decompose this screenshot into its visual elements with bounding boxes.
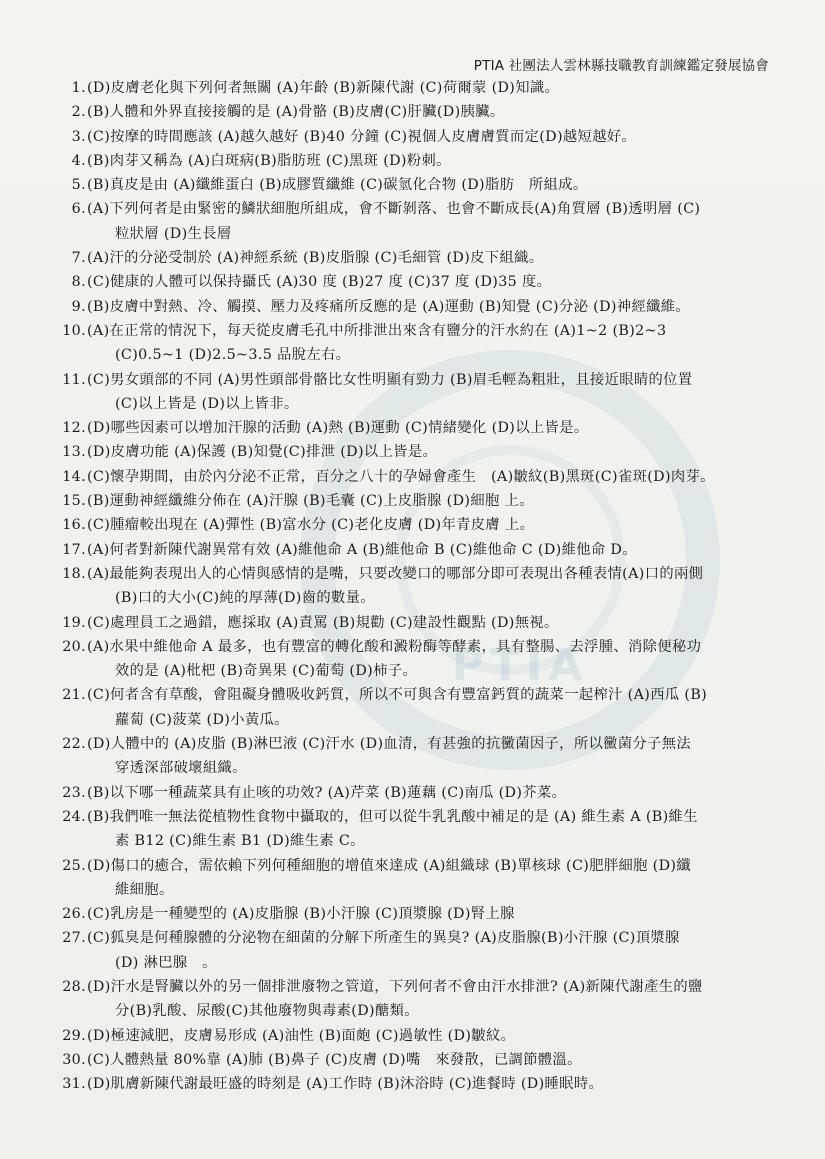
page-header bbox=[474, 54, 769, 74]
question-text bbox=[86, 440, 798, 464]
question-item bbox=[58, 489, 798, 513]
question-number: 16. bbox=[62, 517, 86, 534]
question-number: 3. bbox=[71, 128, 86, 145]
question-text bbox=[86, 76, 798, 100]
question-text bbox=[86, 173, 798, 197]
question-text bbox=[86, 513, 798, 537]
question-item bbox=[58, 76, 798, 100]
question-continuation-line: (C)以上皆是 (D)以上皆非。 bbox=[115, 395, 299, 412]
question-item bbox=[58, 683, 798, 732]
question-item bbox=[58, 465, 798, 489]
question-line: (B)人體和外界直接接觸的是 (A)骨骼 (B)皮膚(C)肝臟(D)胰臟。 bbox=[87, 104, 505, 121]
question-line: (C)男女頭部的不同 (A)男性頭部骨骼比女性明顯有勁力 (B)眉毛輕為粗壯，且接近眼睛的位置 bbox=[87, 371, 693, 388]
question-item bbox=[58, 440, 798, 464]
question-number: 23. bbox=[62, 784, 86, 801]
question-text bbox=[86, 270, 798, 294]
question-line: (D)哪些因素可以增加汗腺的活動 (A)熱 (B)運動 (C)情緒變化 (D)以上皆是。 bbox=[87, 420, 589, 437]
question-item bbox=[58, 926, 798, 975]
question-line: (B)以下哪一種蔬菜具有止咳的功效? (A)芹菜 (B)蓮藕 (C)南瓜 (D)芥菜。 bbox=[87, 784, 567, 801]
question-line: (B)皮膚中對熱、冷、觸摸、壓力及疼痛所反應的是 (A)運動 (B)知覺 (C)分泌 (D)神經纖維。 bbox=[87, 298, 691, 315]
question-continuation-line: (D) 淋巴腺 。 bbox=[115, 954, 217, 971]
question-number: 7. bbox=[71, 250, 86, 267]
question-item bbox=[58, 781, 798, 805]
question-text bbox=[86, 538, 798, 562]
question-text bbox=[86, 781, 798, 805]
question-line: (C)乳房是一種變型的 (A)皮脂腺 (B)小汗腺 (C)頂漿腺 (D)腎上腺 bbox=[87, 906, 515, 923]
question-line: (A)水果中維他命 A 最多，也有豐富的轉化酸和澱粉酶等酵素，具有整腸、去浮腫、消除便秘功 bbox=[87, 638, 702, 655]
question-text bbox=[86, 489, 798, 513]
question-line: (A)最能夠表現出人的心情與感情的是嘴，只要改變口的哪部分即可表現出各種表情(A)口的兩側 bbox=[87, 565, 704, 582]
question-item bbox=[58, 805, 798, 854]
question-number: 10. bbox=[62, 322, 86, 339]
question-item bbox=[58, 270, 798, 294]
question-line: (B)真皮是由 (A)纖維蛋白 (B)成膠質纖維 (C)碳氫化合物 (D)脂肪 所組成。 bbox=[87, 177, 588, 194]
question-text bbox=[86, 416, 798, 440]
question-item bbox=[58, 319, 798, 368]
question-item bbox=[58, 513, 798, 537]
question-number: 17. bbox=[62, 541, 86, 558]
question-item bbox=[58, 732, 798, 781]
question-text bbox=[86, 465, 798, 489]
question-item bbox=[58, 416, 798, 440]
question-line: (D)肌膚新陳代謝最旺盛的時刻是 (A)工作時 (B)沐浴時 (C)進餐時 (D)睡眠時。 bbox=[87, 1076, 604, 1093]
question-item bbox=[58, 1072, 798, 1096]
question-line: (C)腫瘤較出現在 (A)彈性 (B)富水分 (C)老化皮膚 (D)年青皮膚 上。 bbox=[87, 517, 535, 534]
question-line: (C)狐臭是何種腺體的分泌物在細菌的分解下所產生的異臭? (A)皮脂腺(B)小汗腺 (C)頂漿腺 bbox=[87, 930, 680, 947]
question-line: (A)下列何者是由緊密的鱗狀細胞所組成，會不斷剝落、也會不斷成長(A)角質層 (B)透明層 (C) bbox=[87, 201, 701, 218]
question-item bbox=[58, 246, 798, 270]
question-line: (D)皮膚功能 (A)保護 (B)知覺(C)排泄 (D)以上皆是。 bbox=[87, 444, 438, 461]
question-line: (C)處理員工之過錯，應採取 (A)責罵 (B)規勸 (C)建設性觀點 (D)無視。 bbox=[87, 614, 559, 631]
question-line: (A)何者對新陳代謝異常有效 (A)維他命 A (B)維他命 B (C)維他命 C (D)維他命 D。 bbox=[87, 541, 637, 558]
question-text bbox=[86, 197, 798, 246]
question-number: 12. bbox=[62, 420, 86, 437]
question-text bbox=[86, 635, 798, 684]
question-number: 29. bbox=[62, 1027, 86, 1044]
question-text bbox=[86, 732, 798, 781]
question-item bbox=[58, 173, 798, 197]
question-continuation-line: 穿透深部破壞組織。 bbox=[115, 760, 247, 777]
question-text bbox=[86, 1072, 798, 1096]
question-number: 25. bbox=[62, 857, 86, 874]
question-number: 24. bbox=[62, 808, 86, 825]
question-text bbox=[86, 683, 798, 732]
question-number: 1. bbox=[71, 80, 86, 96]
question-text bbox=[86, 1048, 798, 1072]
question-number: 28. bbox=[62, 978, 86, 995]
header-organization: 社團法人雲林縣技職教育訓練鑑定發展協會 bbox=[508, 58, 769, 74]
question-text bbox=[86, 295, 798, 319]
question-number: 8. bbox=[71, 274, 86, 291]
question-line: (C)按摩的時間應該 (A)越久越好 (B)40 分鐘 (C)視個人皮膚膚質而定(D)越短越好。 bbox=[87, 128, 637, 145]
question-text bbox=[86, 902, 798, 926]
question-text bbox=[86, 854, 798, 903]
question-text bbox=[86, 368, 798, 417]
question-continuation-line: 素 B12 (C)維生素 B1 (D)維生素 C。 bbox=[115, 833, 365, 850]
question-item bbox=[58, 149, 798, 173]
question-item bbox=[58, 975, 798, 1024]
question-text bbox=[86, 611, 798, 635]
question-continuation-line: 效的是 (A)枇杷 (B)奇異果 (C)葡萄 (D)柿子。 bbox=[115, 663, 418, 680]
question-number: 14. bbox=[62, 468, 86, 485]
question-line: (A)在正常的情況下，每天從皮膚毛孔中所排泄出來含有鹽分的汗水約在 (A)1~2 (B)2~3 bbox=[87, 322, 667, 339]
question-text bbox=[86, 319, 798, 368]
question-number: 9. bbox=[71, 298, 86, 315]
question-line: (B)我們唯一無法從植物性食物中攝取的，但可以從牛乳乳酸中補足的是 (A) 維生素 A (B)維生 bbox=[87, 808, 698, 825]
question-line: (D)極速減肥，皮膚易形成 (A)油性 (B)面皰 (C)過敏性 (D)皺紋。 bbox=[87, 1027, 516, 1044]
question-number: 2. bbox=[71, 104, 86, 121]
question-line: (D)人體中的 (A)皮脂 (B)淋巴液 (C)汗水 (D)血清，有甚強的抗黴菌因子，所以黴菌分子無法 bbox=[87, 736, 691, 753]
question-item bbox=[58, 611, 798, 635]
question-number: 30. bbox=[62, 1051, 86, 1068]
question-item bbox=[58, 368, 798, 417]
question-text bbox=[86, 125, 798, 149]
question-item bbox=[58, 197, 798, 246]
question-number: 15. bbox=[62, 493, 86, 510]
question-item bbox=[58, 635, 798, 684]
question-line: (A)汗的分泌受制於 (A)神經系統 (B)皮脂腺 (C)毛細管 (D)皮下組織。 bbox=[87, 250, 544, 267]
question-text bbox=[86, 149, 798, 173]
question-continuation-line: (C)0.5~1 (D)2.5~3.5 品脫左右。 bbox=[115, 347, 351, 364]
question-number: 26. bbox=[62, 906, 86, 923]
question-line: (C)人體熱量 80%靠 (A)肺 (B)鼻子 (C)皮膚 (D)嘴 來發散，已調節體溫。 bbox=[87, 1051, 582, 1068]
question-number: 18. bbox=[62, 565, 86, 582]
question-text bbox=[86, 246, 798, 270]
question-text bbox=[86, 1024, 798, 1048]
question-item bbox=[58, 902, 798, 926]
question-number: 6. bbox=[71, 201, 86, 218]
question-line: (C)健康的人體可以保持攝氏 (A)30 度 (B)27 度 (C)37 度 (D)35 度。 bbox=[87, 274, 552, 291]
question-list bbox=[58, 76, 798, 1096]
question-item bbox=[58, 1048, 798, 1072]
question-number: 13. bbox=[62, 444, 86, 461]
question-number: 21. bbox=[62, 687, 86, 704]
question-text bbox=[86, 926, 798, 975]
question-item bbox=[58, 125, 798, 149]
question-continuation-line: (B)口的大小(C)純的厚薄(D)齒的數量。 bbox=[115, 590, 375, 607]
header-code: PTIA bbox=[473, 58, 505, 74]
question-number: 4. bbox=[71, 152, 86, 169]
watermark-logo-text: PTIA bbox=[451, 640, 589, 691]
question-line: (D)皮膚老化與下列何者無關 (A)年齡 (B)新陳代謝 (C)荷爾蒙 (D)知識。 bbox=[87, 80, 560, 96]
question-text bbox=[86, 100, 798, 124]
question-item bbox=[58, 562, 798, 611]
question-text bbox=[86, 975, 798, 1024]
question-continuation-line: 維細胞。 bbox=[115, 881, 174, 898]
question-line: (D)傷口的癒合，需依賴下列何種細胞的增值來達成 (A)組織球 (B)單核球 (C)肥胖細胞 (D)纖 bbox=[87, 857, 691, 874]
question-item bbox=[58, 295, 798, 319]
question-number: 20. bbox=[62, 638, 86, 655]
question-item bbox=[58, 100, 798, 124]
question-continuation-line: 粒狀層 (D)生長層 bbox=[115, 225, 232, 242]
question-continuation-line: 分(B)乳酸、尿酸(C)其他廢物與毒素(D)醣類。 bbox=[115, 1003, 419, 1020]
question-item bbox=[58, 538, 798, 562]
question-line: (D)汗水是腎臟以外的另一個排泄廢物之管道，下列何者不會由汗水排泄? (A)新陳代謝產生的鹽 bbox=[87, 978, 703, 995]
question-line: (B)運動神經纖維分佈在 (A)汗腺 (B)毛囊 (C)上皮脂腺 (D)細胞 上。 bbox=[87, 493, 534, 510]
question-number: 31. bbox=[62, 1076, 86, 1093]
question-text bbox=[86, 805, 798, 854]
question-number: 11. bbox=[62, 371, 86, 388]
question-number: 27. bbox=[62, 930, 86, 947]
question-item bbox=[58, 854, 798, 903]
question-number: 19. bbox=[62, 614, 86, 631]
question-continuation-line: 蘿蔔 (C)菠菜 (D)小黃瓜。 bbox=[115, 711, 289, 728]
question-line: (C)懷孕期間，由於內分泌不正常，百分之八十的孕婦會產生 (A)皺紋(B)黑斑(C)雀斑(D)肉芽。 bbox=[87, 468, 715, 485]
question-line: (B)肉芽又稱為 (A)白斑病(B)脂肪班 (C)黑斑 (D)粉刺。 bbox=[87, 152, 451, 169]
question-number: 5. bbox=[71, 177, 86, 194]
question-number: 22. bbox=[62, 736, 86, 753]
question-line: (C)何者含有草酸，會阻礙身體吸收鈣質，所以不可與含有豐富鈣質的蔬菜一起榨汁 (A)西瓜 (B) bbox=[87, 687, 708, 704]
question-item bbox=[58, 1024, 798, 1048]
question-text bbox=[86, 562, 798, 611]
